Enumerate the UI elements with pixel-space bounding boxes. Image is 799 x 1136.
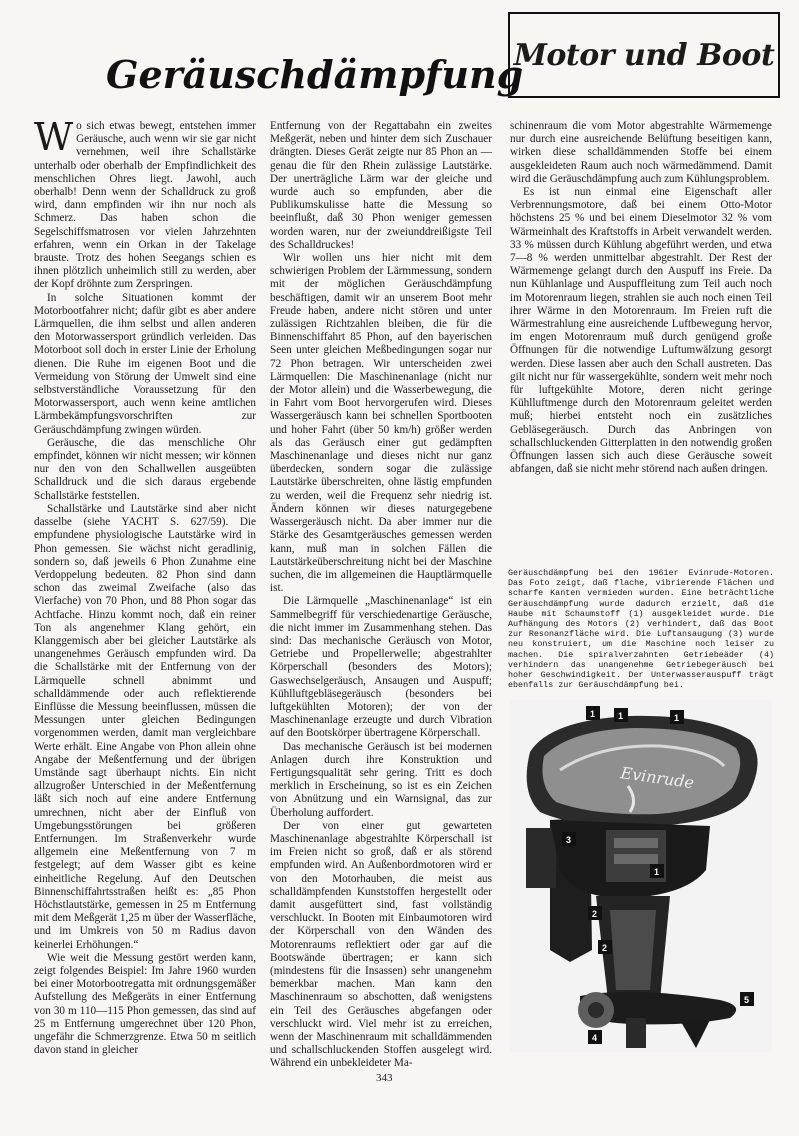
svg-text:1: 1	[590, 709, 596, 719]
brand-logo: Evinrude	[619, 763, 696, 793]
svg-text:1: 1	[674, 713, 680, 723]
svg-text:1: 1	[618, 711, 624, 721]
marker-1	[670, 710, 684, 724]
marker-5	[740, 992, 754, 1006]
paragraph: Entfernung von der Regattabahn ein zweites Meßgerät, neben und hinter dem sich Zuschauer drängten. Dieses Gerät zeigte nur 85 Phon an — genau die für den Rhein zulässige Lautstärke. Der unerträgliche Lärm war der gleiche und wurde auch so empfunden, aber die Publikumskulisse hatte die Messung so beeinflußt, daß 30 Phon weniger gemessen worden waren, nur der zweiunddreißigste Teil des Schalldruckes!	[270, 120, 492, 251]
paragraph: Wir wollen uns hier nicht mit dem schwierigen Problem der Lärmmessung, sondern mit der möglichen Geräuschdämpfung beschäftigen, damit wir an unserem Boot mehr Freude haben, andere nicht stören und unter zulässigen Richtzahlen bleiben, die für die Binnenschiffahrt 85 Phon, auf den bayerischen Seen unter gleichen Meßbedingungen sogar nur 72 Phon betragen. Wir unterscheiden zwei Lärmquellen: Die Maschinenanlage (nicht nur der Motor allein) und die Wasserbewegung, die in Fahrt vom Boot hervorgerufen wird. Dieses Wassergeräusch kann bei schnellen Sportbooten und hoher Fahrt (über 50 km/h) größer werden als das Geräusch einer gut gedämpften Maschinenanlage und dieses nicht nur ganz überdecken, sondern sogar die zulässige Lautstärke überschreiten, ohne lästig empfunden zu werden, weil die Frequenz sehr niedrig ist. Ändern können wir dieses naturgegebene Wassergeräusch nicht. Da aber immer nur die Stärke des Gesamtgeräusches gemessen werden kann, muß man in solchen Fällen die Lautstärkeüberschreitung nicht bei der Maschine suchen, die im allgemeinen die Hauptlärmquelle ist.	[270, 252, 492, 595]
photo-caption: Geräuschdämpfung bei den 1961er Evinrude-Motoren. Das Foto zeigt, daß flache, vibrierende Flächen und scharfe Kanten vermieden wurden. Eine beträchtliche Geräuschdämpfung wurde dadurch erzielt, daß die Haube mit Schaumstoff (1) ausgekleidet wurde. Die Aufhängung des Motors (2) verhindert, daß das Boot zur Resonanzfläche wird. Die Luftansaugung (3) wurde neu konstruiert, um die Maschine noch leiser zu machen. Die spiralverzahnten Getriebeäder (4) verhindern das unangenehme Getriebegeräusch bei hoher Geschwindigkeit. Der Unterwasserauspuff trägt ebenfalls zur Geräuschdämpfung bei.	[508, 568, 774, 691]
marker-2	[588, 906, 602, 920]
masthead-title: Motor und Boot	[513, 37, 775, 73]
paragraph: Schallstärke und Lautstärke sind aber nicht dasselbe (siehe YACHT S. 627/59). Die empfundene physiologische Lautstärke wird in Phon gemessen. Sie wächst nicht geradlinig, sondern so, daß jeweils 6 Phon Zunahme eine Verdoppelung bedeuten. 82 Phon sind dann schon das zweimal Zweifache (also das Vierfache) von 70 Phon, und 88 Phon sogar das Achtfache. Hinzu kommt noch, daß ein reiner Ton als angenehmer Klang gehört, ein Klanggemisch aber bei gleicher Lautstärke als unangenehmes Geräusch empfunden wird. Da die Schallstärke mit der Entfernung von der Lärmquelle schnell abnimmt und schalldämmende oder auch reflektierende Einflüsse die Messung beeinflussen, müssen die Messungen unter gleichen Bedingungen vorgenommen werden, damit man vergleichbare Werte erhält. Eine Angabe von Phon allein ohne Angabe der Meßentfernung und der übrigen Umstände sagt überhaupt nichts. Ein nicht allzugroßer Unterschied in der Meßentfernung läßt sich noch auf eine andere Entfernung umrechnen, nicht aber der Einfluß von Umgebungsstörungen bei größeren Entfernungen. Im Straßenverkehr wurde allgemein eine Meßentfernung von 7 m festgelegt; auf dem Wasser gibt es keine einheitliche Regelung. Auf den Deutschen Binnenschiffahrtsstraßen heißt es: „85 Phon Höchstlautstärke, gemessen in 25 m Entfernung mit dem Meßgerät 1,25 m über der Wasserfläche, und im Umkreis von 50 m Radius davon keinerlei Erhöhungen.“	[34, 502, 256, 951]
paragraph: schinenraum die vom Motor abgestrahlte Wärmemenge nur durch eine ausreichende Belüftung beseitigen kann, wirken diese schalldämmenden Stoffe bei einem ausgekleideten Raum auch noch wärmedämmend. Damit wird die Geräuschdämpfung auch zum Kühlungsproblem.	[510, 120, 772, 185]
svg-text:1: 1	[654, 867, 660, 877]
paragraph: Der von einer gut gewarteten Maschinenanlage abgestrahlte Körperschall ist im Freien nicht so groß, daß er als störend empfunden wird. An Außenbordmotoren wird er von den Motorhauben, die meist aus schalldämpfenden Kunststoffen hergestellt oder damit ausgefüttert sind, fast vollständig verschluckt. In Booten mit Einbaumotoren wird der Körperschall von den Wänden des Motorenraums reflektiert oder gar auf die Bootswände übertragen; er kann sich (mindestens für die Insassen) sehr unangenehm bemerkbar machen. Man kann den Maschinenraum so abschotten, daß wenigstens ein Teil des Geräusches abgefangen oder verschluckt wird. Viel mehr ist zu erreichen, wenn der Maschinenraum mit schalldämmenden und schallschluckenden Stoffen ausgelegt wird. Während ein unbekleideter Ma-	[270, 819, 492, 1070]
drop-cap: W	[34, 115, 74, 159]
paragraph: Die Lärmquelle „Maschinenanlage“ ist ein Sammelbegriff für verschiedenartige Geräusche, die nicht immer im Zusammenhang stehen. Das sind: Das mechanische Geräusch von Motor, Getriebe und Propellerwelle; abgestrahlter Körperschall (besonders des Motors); Gaswechselgeräusch, Ansaugen und Auspuff; Kühlluftgebläsegeräusch (besonders bei luftgekühlten Motoren); der von der Maschinenanlage erzeugte und durch Vibration auf den Bootskörper übertragene Körperschall.	[270, 595, 492, 740]
marker-1	[650, 864, 664, 878]
marker-2	[598, 940, 612, 954]
paragraph: Das mechanische Geräusch ist bei modernen Anlagen durch ihre Konstruktion und Fertigungsqualität sehr gering. Tritt es doch merklich in Erscheinung, so ist es ein Zeichen von Abnützung und ein Warnsignal, das zur Überholung auffordert.	[270, 740, 492, 819]
paragraph	[34, 115, 256, 292]
paragraph: Geräusche, die das menschliche Ohr empfindet, können wir nicht messen; wir können nur den von den Schallwellen ausgeübten Schalldruck und die sich daraus ergebende Schallstärke feststellen.	[34, 436, 256, 502]
marker-1	[614, 708, 628, 722]
text-column-2	[270, 120, 492, 1070]
svg-text:4: 4	[592, 1033, 598, 1043]
text-column-1	[34, 115, 256, 1057]
svg-text:2: 2	[602, 943, 608, 953]
svg-text:5: 5	[744, 995, 750, 1005]
paragraph: Es ist nun einmal eine Eigenschaft aller Verbrennungsmotore, daß bei einem Otto-Motor höchstens 25 % und bei einem Dieselmotor 32 % vom Wärmeinhalt des Kraftstoffs in Arbeit verwandelt werden. 33 % müssen durch Kühlung abgeführt werden, und etwa 7—8 % werden unmittelbar abgestrahlt. Der Rest der Wärmemenge gelangt durch den Auspuff ins Freie. Da nun Kühlanlage und Auspuffleitung zum Teil auch noch im Motorenraum liegen, strahlen sie auch noch einen Teil ihrer Wärme in den Motorenraum. Im Freien ruft die Wärmestrahlung eine ausreichende Luftbewegung hervor, im engen Motorenraum muß durch genügend große Öffnungen für die notwendige Luftumwälzung gesorgt werden. Diese lassen aber auch den Schall austreten. Das gilt nicht nur für wassergekühlte, sondern weit mehr noch für luftgekühlte Motore, deren nicht geringe Kühlluftmenge durch den Motorenraum geleitet werden muß; hierbei entsteht noch ein zusätzliches Gebläsegeräusch. Durch das Anbringen von schallschluckenden Gitterplatten in den notwendig großen Öffnungen lassen sich auch diese Geräusche soweit abfangen, daß sie nicht mehr störend nach außen dringen.	[510, 186, 772, 476]
svg-text:2: 2	[592, 909, 598, 919]
outboard-motor-photo	[510, 700, 772, 1052]
paragraph: Wie weit die Messung gestört werden kann, zeigt folgendes Beispiel: Im Jahre 1960 wurden bei einer Motorbootregatta mit ordnungsgemäßer Aufstellung des Meßgeräts in einer Entfernung von 30 m 110—115 Phon gemessen, das sind auf 25 m Entfernung umgerechnet über 120 Phon, ungefähr die Schmerzgrenze. Etwa 50 m seitlich davon stand in gleicher	[34, 951, 256, 1057]
marker-3	[562, 832, 576, 846]
page-number: 343	[376, 1072, 393, 1084]
outboard-motor-illustration	[510, 700, 772, 1052]
marker-1	[586, 706, 600, 720]
magazine-masthead	[508, 12, 780, 98]
marker-4	[588, 1030, 602, 1044]
svg-text:3: 3	[566, 835, 572, 845]
paragraph-text: o sich etwas bewegt, entstehen immer Geräusche, auch wenn wir sie gar nicht vernehmen, weil ihre Schallstärke unterhalb oder oberhalb der Empfindlichkeit des menschlichen Ohres liegt. Jawohl, auch oberhalb! Denn wenn der Schalldruck zu groß wird, dann empfinden wir ihn nur noch als Schmerz. Das haben schon die Segelschiffsmatrosen vor vielen Jahrzehnten erfahren, wenn ein Orkan in der Takelage brauste. Trotz des hohen Seegangs schien es ihnen plötzlich unheimlich still zu werden, aber der Kopf dröhnte zum Zerspringen.	[34, 120, 256, 291]
article-headline: Geräuschdämpfung	[106, 52, 524, 97]
text-column-3	[510, 120, 772, 562]
paragraph: In solche Situationen kommt der Motorbootfahrer nicht; dafür gibt es aber andere Lärmquellen, die ihm selbst und allen anderen den Motorwassersport gründlich verleiden. Das Motorboot soll doch in erster Linie der Erholung dienen. Die Ruhe im eigenen Boot und die Vermeidung von Störung der Umwelt sind eine selbstverständliche Voraussetzung für den Motorwassersport, auch wenn keine amtlichen Lärmbekämpfungsvorschriften zur Geräuschdämpfung zwingen würden.	[34, 291, 256, 436]
